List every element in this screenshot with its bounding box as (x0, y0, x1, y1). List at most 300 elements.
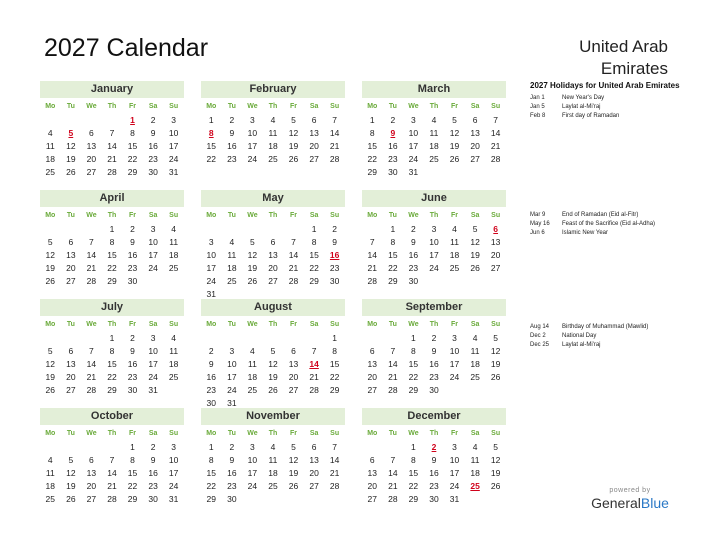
day-cell: 1 (311, 224, 317, 234)
empty-cell (40, 114, 61, 127)
day-cell: 30 (206, 398, 217, 408)
day-cell: 20 (66, 372, 76, 382)
day-cell: 17 (168, 141, 179, 151)
day-cell: 9 (229, 455, 235, 465)
weekday-label: Sa (470, 212, 480, 219)
day-cell: 18 (429, 141, 439, 151)
holiday-day-cell: 25 (470, 481, 480, 491)
weekday-label: Sa (470, 103, 480, 110)
day-cell: 15 (127, 141, 138, 151)
weekday-label: Su (169, 321, 179, 328)
weekday-label: Tu (66, 430, 75, 437)
day-cell: 7 (332, 442, 338, 452)
holiday-day-cell: 1 (130, 115, 135, 125)
empty-cell (263, 332, 284, 345)
day-cell: 2 (130, 333, 135, 343)
holiday-name: First day of Ramadan (562, 113, 620, 119)
weekday-label: Tu (388, 212, 397, 219)
day-cell: 31 (408, 167, 419, 177)
day-cell: 29 (107, 276, 117, 286)
day-cell: 26 (66, 167, 76, 177)
day-cell: 10 (206, 250, 217, 260)
day-cell: 30 (429, 385, 439, 395)
day-cell: 16 (148, 468, 158, 478)
day-cell: 23 (227, 481, 237, 491)
day-cell: 4 (47, 128, 53, 138)
weekday-label: Sa (148, 103, 158, 110)
day-cell: 29 (408, 385, 419, 395)
day-cell: 5 (291, 442, 296, 452)
day-cell: 5 (452, 115, 457, 125)
weekday-header (362, 427, 506, 441)
day-cell: 21 (309, 372, 319, 382)
day-cell: 28 (329, 154, 340, 164)
day-cell: 5 (250, 237, 255, 247)
day-cell: 16 (227, 468, 237, 478)
month-title: April (40, 190, 184, 207)
day-cell: 26 (490, 481, 501, 491)
day-cell: 22 (206, 481, 217, 491)
day-cell: 1 (390, 224, 396, 234)
weekday-label: Fr (129, 321, 137, 328)
day-cell: 27 (268, 276, 278, 286)
day-cell: 1 (411, 442, 416, 452)
weekday-label: Th (268, 321, 278, 328)
day-cell: 2 (411, 224, 416, 234)
day-cell: 29 (408, 494, 419, 504)
holiday-date: Aug 14 (530, 324, 550, 330)
day-cell: 17 (408, 141, 419, 151)
day-cell: 24 (247, 481, 258, 491)
holiday-row (530, 211, 680, 220)
weekday-label: Su (169, 430, 179, 437)
holiday-name: Birthday of Muhammad (Mawlid) (562, 324, 649, 330)
day-cell: 27 (367, 494, 378, 504)
day-cell: 18 (45, 154, 56, 164)
day-cell: 4 (431, 115, 437, 125)
day-cell: 17 (247, 468, 258, 478)
day-cell: 2 (431, 333, 437, 343)
day-grid (40, 441, 184, 506)
empty-cell (222, 223, 243, 236)
day-cell: 12 (66, 141, 76, 151)
day-cell: 27 (86, 494, 97, 504)
day-cell: 10 (449, 346, 460, 356)
day-grid (201, 441, 345, 506)
day-cell: 1 (208, 442, 214, 452)
weekday-label: We (408, 430, 419, 437)
day-cell: 19 (66, 481, 76, 491)
weekday-label: Fr (290, 430, 298, 437)
holiday-row (530, 103, 680, 112)
day-cell: 11 (169, 237, 179, 247)
empty-cell (102, 441, 123, 454)
empty-cell (304, 332, 325, 345)
day-cell: 22 (329, 372, 340, 382)
day-grid (362, 441, 506, 506)
day-cell: 23 (148, 154, 158, 164)
weekday-label: Mo (45, 321, 56, 328)
day-cell: 5 (291, 115, 296, 125)
weekday-label: We (247, 321, 258, 328)
day-cell: 20 (367, 372, 378, 382)
day-cell: 16 (148, 141, 158, 151)
day-cell: 8 (109, 346, 115, 356)
weekday-label: Th (429, 212, 439, 219)
day-cell: 10 (148, 237, 158, 247)
day-cell: 15 (367, 141, 378, 151)
weekday-header (40, 209, 184, 223)
day-cell: 26 (288, 481, 299, 491)
day-cell: 4 (452, 224, 457, 234)
day-cell: 13 (66, 359, 76, 369)
weekday-label: Su (169, 212, 179, 219)
day-cell: 5 (270, 346, 276, 356)
day-cell: 20 (288, 372, 299, 382)
weekday-label: We (247, 103, 258, 110)
day-cell: 15 (206, 141, 217, 151)
day-cell: 31 (227, 398, 237, 408)
day-cell: 12 (288, 128, 299, 138)
weekday-label: Sa (470, 430, 480, 437)
day-cell: 11 (268, 128, 278, 138)
day-cell: 17 (449, 468, 460, 478)
day-cell: 13 (367, 468, 378, 478)
day-cell: 4 (472, 333, 478, 343)
holiday-row (530, 112, 680, 121)
day-cell: 7 (390, 455, 396, 465)
weekday-label: Th (268, 103, 278, 110)
day-cell: 31 (168, 494, 179, 504)
holiday-date: Jan 5 (530, 104, 545, 110)
weekday-label: Fr (451, 430, 459, 437)
weekday-label: Mo (45, 103, 56, 110)
day-cell: 29 (127, 494, 138, 504)
weekday-label: Sa (309, 212, 319, 219)
month-title: September (362, 299, 506, 316)
day-cell: 10 (168, 128, 179, 138)
day-cell: 27 (490, 263, 501, 273)
day-cell: 16 (127, 250, 138, 260)
day-cell: 25 (45, 167, 56, 177)
day-cell: 26 (449, 154, 460, 164)
weekday-label: Th (107, 212, 117, 219)
day-cell: 23 (429, 481, 439, 491)
weekday-label: Tu (227, 430, 236, 437)
weekday-label: Fr (129, 430, 137, 437)
day-cell: 11 (227, 250, 237, 260)
day-cell: 21 (388, 372, 398, 382)
weekday-label: Th (268, 430, 278, 437)
weekday-header (362, 318, 506, 332)
empty-cell (40, 223, 61, 236)
day-cell: 29 (206, 494, 217, 504)
holiday-group-2 (530, 211, 680, 238)
day-cell: 19 (490, 468, 501, 478)
weekday-header (40, 318, 184, 332)
holiday-row (530, 94, 680, 103)
weekday-label: We (86, 103, 97, 110)
day-cell: 24 (148, 263, 158, 273)
day-cell: 21 (388, 481, 398, 491)
weekday-label: Th (268, 212, 278, 219)
day-cell: 9 (130, 346, 135, 356)
empty-cell (383, 332, 404, 345)
day-cell: 22 (206, 154, 217, 164)
day-cell: 15 (127, 468, 138, 478)
month-june (362, 190, 506, 288)
month-title: May (201, 190, 345, 207)
empty-cell (263, 223, 284, 236)
day-cell: 28 (490, 154, 501, 164)
empty-cell (81, 332, 102, 345)
holiday-day-cell: 9 (390, 128, 396, 138)
weekday-label: Mo (206, 430, 217, 437)
weekday-label: Fr (129, 212, 137, 219)
day-cell: 15 (107, 359, 117, 369)
month-title: August (201, 299, 345, 316)
day-cell: 6 (270, 237, 276, 247)
day-cell: 24 (168, 154, 179, 164)
holiday-name: National Day (562, 333, 597, 339)
day-cell: 28 (309, 385, 319, 395)
day-cell: 18 (449, 250, 460, 260)
day-cell: 20 (268, 263, 278, 273)
day-grid (201, 223, 345, 301)
day-cell: 7 (89, 346, 94, 356)
day-cell: 13 (309, 128, 319, 138)
day-cell: 6 (291, 346, 296, 356)
holiday-day-cell: 8 (208, 128, 214, 138)
day-cell: 5 (493, 333, 499, 343)
weekday-label: Sa (470, 321, 480, 328)
empty-cell (81, 441, 102, 454)
day-cell: 24 (408, 154, 419, 164)
day-cell: 15 (408, 468, 419, 478)
day-cell: 13 (288, 359, 299, 369)
day-cell: 30 (148, 167, 158, 177)
day-cell: 13 (86, 468, 97, 478)
month-title: February (201, 81, 345, 98)
weekday-label: Sa (309, 103, 319, 110)
day-cell: 30 (408, 276, 419, 286)
empty-cell (61, 223, 82, 236)
day-cell: 20 (490, 250, 501, 260)
day-cell: 16 (429, 359, 439, 369)
weekday-label: Th (107, 321, 117, 328)
day-cell: 28 (367, 276, 378, 286)
weekday-label: Mo (367, 103, 378, 110)
weekday-header (201, 427, 345, 441)
day-cell: 15 (388, 250, 398, 260)
day-cell: 18 (247, 372, 258, 382)
month-title: December (362, 408, 506, 425)
day-cell: 18 (168, 250, 179, 260)
day-cell: 23 (227, 154, 237, 164)
holiday-day-cell: 14 (309, 359, 319, 369)
weekday-header (40, 427, 184, 441)
day-cell: 26 (490, 372, 501, 382)
day-cell: 18 (168, 359, 179, 369)
brand-logo (588, 486, 672, 511)
day-cell: 19 (268, 372, 278, 382)
day-cell: 17 (247, 141, 258, 151)
day-cell: 7 (311, 346, 317, 356)
empty-cell (222, 332, 243, 345)
day-cell: 6 (89, 455, 94, 465)
day-cell: 6 (68, 237, 74, 247)
day-cell: 10 (227, 359, 237, 369)
day-cell: 24 (429, 263, 439, 273)
month-title: June (362, 190, 506, 207)
day-cell: 23 (206, 385, 217, 395)
day-cell: 17 (168, 468, 179, 478)
weekday-label: Su (491, 430, 501, 437)
day-cell: 24 (206, 276, 217, 286)
day-cell: 23 (388, 154, 398, 164)
day-cell: 22 (127, 481, 138, 491)
weekday-label: Tu (388, 103, 397, 110)
day-cell: 25 (268, 481, 278, 491)
day-cell: 9 (229, 128, 235, 138)
day-cell: 7 (109, 455, 115, 465)
day-cell: 7 (291, 237, 296, 247)
weekday-label: We (247, 212, 258, 219)
day-cell: 1 (109, 333, 115, 343)
day-cell: 18 (45, 481, 56, 491)
day-cell: 8 (109, 237, 115, 247)
day-cell: 15 (329, 359, 340, 369)
day-cell: 2 (150, 442, 156, 452)
holiday-date: Jan 1 (530, 95, 545, 101)
day-cell: 21 (329, 141, 340, 151)
day-cell: 24 (148, 372, 158, 382)
empty-cell (242, 223, 263, 236)
day-cell: 14 (288, 250, 299, 260)
day-cell: 27 (86, 167, 97, 177)
empty-cell (40, 441, 61, 454)
weekday-label: Sa (148, 430, 158, 437)
day-cell: 23 (429, 372, 439, 382)
day-cell: 12 (45, 359, 56, 369)
day-cell: 26 (268, 385, 278, 395)
day-cell: 8 (390, 237, 396, 247)
day-cell: 26 (247, 276, 258, 286)
day-cell: 2 (208, 346, 214, 356)
weekday-label: Su (491, 321, 501, 328)
weekday-label: Su (330, 103, 340, 110)
day-cell: 22 (309, 263, 319, 273)
day-cell: 11 (169, 346, 179, 356)
day-cell: 25 (429, 154, 439, 164)
day-cell: 6 (311, 115, 317, 125)
day-cell: 11 (45, 468, 55, 478)
day-cell: 14 (107, 468, 117, 478)
day-cell: 4 (250, 346, 255, 356)
day-cell: 20 (86, 154, 97, 164)
day-cell: 10 (408, 128, 419, 138)
day-cell: 4 (47, 455, 53, 465)
day-cell: 22 (408, 372, 419, 382)
empty-cell (242, 332, 263, 345)
month-september (362, 299, 506, 397)
day-cell: 12 (45, 250, 56, 260)
day-cell: 12 (268, 359, 278, 369)
weekday-label: Th (107, 430, 117, 437)
day-cell: 31 (449, 494, 460, 504)
day-cell: 20 (66, 263, 76, 273)
weekday-label: Sa (309, 430, 319, 437)
day-cell: 2 (332, 224, 338, 234)
month-title: March (362, 81, 506, 98)
empty-cell (81, 223, 102, 236)
day-cell: 29 (309, 276, 319, 286)
day-cell: 11 (45, 141, 55, 151)
day-cell: 29 (329, 385, 340, 395)
day-cell: 18 (268, 468, 278, 478)
weekday-label: Mo (45, 212, 56, 219)
day-grid (201, 332, 345, 410)
day-cell: 19 (66, 154, 76, 164)
day-cell: 26 (45, 276, 56, 286)
day-cell: 21 (86, 372, 97, 382)
day-cell: 27 (66, 385, 76, 395)
weekday-label: Tu (66, 103, 75, 110)
day-cell: 19 (45, 372, 56, 382)
day-cell: 25 (268, 154, 278, 164)
day-cell: 15 (107, 250, 117, 260)
day-cell: 9 (411, 237, 416, 247)
day-cell: 10 (449, 455, 460, 465)
day-cell: 22 (107, 263, 117, 273)
day-cell: 7 (109, 128, 115, 138)
day-cell: 11 (247, 359, 257, 369)
day-cell: 21 (288, 263, 299, 273)
day-cell: 18 (470, 468, 480, 478)
day-cell: 8 (369, 128, 375, 138)
weekday-header (40, 100, 184, 114)
holiday-name: Laylat al-Mi'raj (562, 342, 601, 348)
day-cell: 2 (130, 224, 135, 234)
holiday-name: End of Ramadan (Eid al-Fitr) (562, 212, 639, 218)
day-cell: 5 (47, 237, 53, 247)
day-cell: 2 (390, 115, 396, 125)
day-cell: 23 (329, 263, 340, 273)
day-cell: 20 (309, 141, 319, 151)
brand-name (588, 495, 672, 511)
day-cell: 21 (490, 141, 501, 151)
day-cell: 19 (288, 141, 299, 151)
empty-cell (362, 441, 383, 454)
empty-cell (283, 332, 304, 345)
day-cell: 30 (388, 167, 398, 177)
day-cell: 13 (66, 250, 76, 260)
weekday-label: Fr (290, 212, 298, 219)
day-cell: 23 (127, 263, 138, 273)
day-grid (362, 114, 506, 179)
day-cell: 28 (86, 385, 97, 395)
weekday-label: Tu (388, 430, 397, 437)
day-cell: 14 (329, 455, 340, 465)
day-cell: 6 (472, 115, 478, 125)
day-cell: 14 (86, 250, 97, 260)
day-cell: 11 (470, 455, 480, 465)
holiday-day-cell: 6 (493, 224, 499, 234)
day-cell: 11 (429, 128, 439, 138)
holiday-name: Islamic New Year (562, 230, 609, 236)
day-cell: 14 (388, 359, 398, 369)
day-cell: 10 (247, 128, 258, 138)
